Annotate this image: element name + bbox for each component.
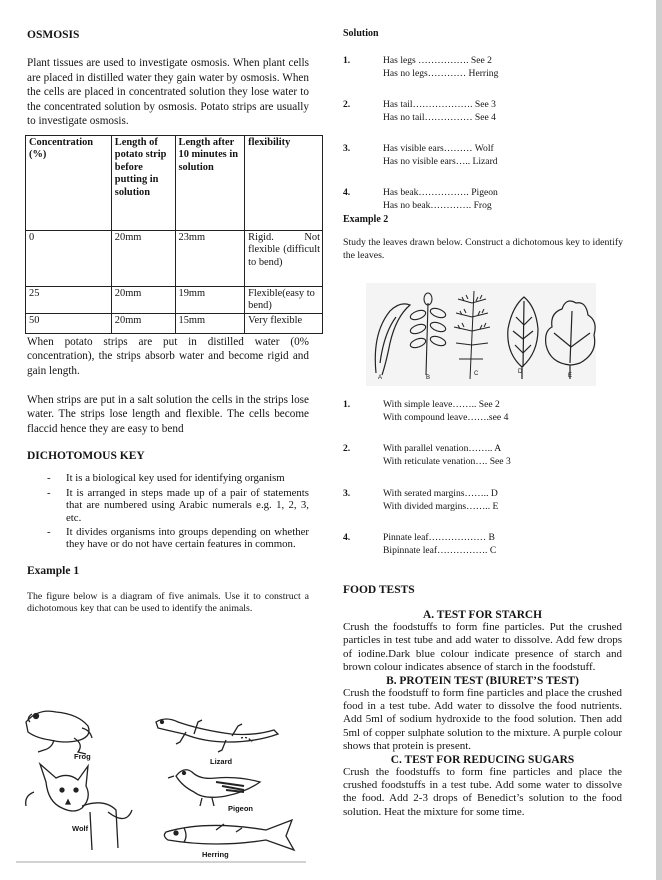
list-item [27, 487, 309, 524]
solution-step [343, 99, 623, 143]
example2-key [343, 399, 623, 562]
dichotomous-heading: DICHOTOMOUS KEY [27, 450, 145, 463]
osmosis-water-paragraph: When potato strips are put in distilled water (0% concentration), the strips absorb water and become rigid and gain length. [27, 335, 309, 377]
step-option-a: Has legs ……………. See 2 [383, 55, 492, 66]
leaf-d-drawing [508, 297, 538, 379]
pigeon-drawing [168, 770, 260, 806]
animal-label: Lizard [210, 757, 233, 766]
table-cell: Flexible(easy to bend) [245, 286, 323, 313]
animal-label: Pigeon [228, 804, 254, 813]
step-number: 4. [343, 532, 351, 543]
animal-label: Herring [202, 850, 229, 859]
food-test-title: B. PROTEIN TEST (BIURET’S TEST) [386, 674, 579, 687]
leaf-b-drawing [409, 293, 447, 375]
food-test-text: Crush the foodstuffs to form fine particles and place the crushed foodstuffs in a test tube. Add some water to dissolve the food. Add 2-3 drops of Benedict’s solution to the food solution. Heat the mixture for some time. [343, 765, 622, 818]
frog-drawing [26, 711, 92, 754]
leaf-label: E [568, 373, 573, 379]
herring-drawing [164, 820, 294, 850]
bullet-dash: - [47, 486, 51, 499]
leaf-c-drawing [454, 291, 490, 379]
step-option-a: Has tail………………. See 3 [383, 99, 496, 110]
step-option-b: With compound leave…….see 4 [383, 412, 509, 423]
list-item [27, 472, 309, 484]
step-option-a: Pinnate leaf……………… B [383, 532, 495, 543]
left-column [27, 28, 320, 616]
table-cell: 20mm [111, 230, 175, 286]
table-header-cell: flexibility [245, 135, 323, 230]
food-tests-heading: FOOD TESTS [343, 584, 415, 596]
example2-text: Study the leaves drawn below. Construct a dichotomous key to identify the leaves. [343, 237, 623, 261]
bullet-dash: - [47, 525, 51, 538]
step-option-a: With serated margins…….. D [383, 488, 498, 499]
table-header-cell: Length of potato strip before putting in solution [111, 135, 175, 230]
table-header-cell: Length after 10 minutes in solution [175, 135, 245, 230]
table-cell: Rigid. Not flexible (difficult to bend) [245, 230, 323, 286]
solution-heading: Solution [343, 28, 379, 39]
table-cell: 0 [26, 230, 112, 286]
step-option-b: With divided margins…….. E [383, 501, 499, 512]
example1-heading: Example 1 [27, 564, 80, 577]
table-cell: 23mm [175, 230, 245, 286]
osmosis-table [25, 135, 323, 334]
leaf-label: A [378, 375, 383, 381]
step-number: 3. [343, 488, 351, 499]
osmosis-salt-paragraph: When strips are put in a salt solution the cells in the strips lose water. The strips lose length and flexible. The cells become flaccid hence they are easy to bend [27, 393, 309, 435]
leaf-a-drawing [375, 304, 410, 375]
leaf-e-drawing [546, 301, 596, 379]
osmosis-heading: OSMOSIS [27, 29, 80, 41]
food-test-title: A. TEST FOR STARCH [423, 609, 542, 621]
key-step [343, 488, 623, 532]
food-tests-section [343, 584, 622, 819]
step-number: 4. [343, 187, 351, 198]
food-test-text: Crush the foodstuff to form fine particles and place the crushed food in a test tube. Add water to dissolve the food nutrients. Add 5ml of sodium hydroxide to the food solution. Then add 5ml of copper sulphate solution to the mixture. A purple colour shows that protein is present. [343, 686, 622, 753]
step-number: 3. [343, 143, 351, 154]
step-option-a: Has visible ears……… Wolf [383, 143, 494, 154]
table-cell: 50 [26, 313, 112, 333]
leaf-label: B [426, 375, 431, 381]
lizard-drawing [156, 719, 278, 752]
wolf-drawing [26, 764, 132, 850]
table-cell: 15mm [175, 313, 245, 333]
animal-label: Frog [74, 752, 91, 761]
step-number: 1. [343, 55, 351, 66]
leaves-drawing [366, 283, 596, 386]
solution-step [343, 55, 623, 99]
step-option-b: Has no legs………… Herring [383, 68, 499, 79]
example2-heading: Example 2 [343, 214, 389, 225]
table-cell: 20mm [111, 313, 175, 333]
page-edge [656, 0, 662, 880]
key-step [343, 443, 623, 488]
example1-text: The figure below is a diagram of five animals. Use it to construct a dichotomous key that can be used to identify the animals. [27, 590, 309, 615]
right-column [343, 28, 623, 262]
step-option-b: Has no tail…………… See 4 [383, 112, 496, 123]
step-option-b: Has no visible ears….. Lizard [383, 156, 498, 167]
leaves-figure [366, 283, 596, 386]
list-item-text: It is arranged in steps made up of a pair of statements that are numbered using Arabic numerals e.g. 1, 2, 3, etc. [66, 486, 309, 524]
table-cell: 19mm [175, 286, 245, 313]
animal-label: Wolf [72, 824, 89, 833]
table-header-row [26, 135, 323, 230]
solution-step [343, 187, 623, 214]
solution-step [343, 143, 623, 187]
leaf-label: C [474, 371, 479, 377]
table-header-cell: Concentration (%) [26, 135, 112, 230]
food-test-text: Crush the foodstuffs to form fine particles. Put the crushed particles in test tube and add water to dissolve. Add few drops of iodine.Dark blue colour indicate presence of starch and brown colour indicates absence of starch in the foodstuff. [343, 621, 622, 674]
step-number: 2. [343, 99, 351, 110]
bullet-dash: - [47, 472, 51, 485]
step-number: 1. [343, 399, 351, 410]
key-step [343, 532, 623, 562]
table-cell: Very flexible [245, 313, 323, 333]
table-cell: 25 [26, 286, 112, 313]
list-item [27, 526, 309, 551]
table-row [26, 313, 323, 333]
step-option-a: With simple leave…….. See 2 [383, 399, 500, 410]
key-step [343, 399, 623, 443]
list-item-text: It is a biological key used for identifying organism [66, 472, 285, 485]
step-option-a: Has beak……………. Pigeon [383, 187, 498, 198]
animals-drawing [16, 700, 306, 865]
step-option-b: Bipinnate leaf……………. C [383, 545, 497, 556]
table-cell: 20mm [111, 286, 175, 313]
step-option-b: Has no beak…………. Frog [383, 200, 492, 211]
osmosis-intro: Plant tissues are used to investigate osmosis. When plant cells are placed in distilled water they gain water by osmosis. When the cells are placed in concentrated solution they lose water to the concentrated solution by osmosis. Potato strips are usually to investigate osmosis. [27, 57, 309, 128]
step-option-a: With parallel venation…….. A [383, 443, 502, 454]
list-item-text: It divides organisms into groups depending on whether they have or do not have certain features in common. [66, 525, 309, 551]
leaf-label: D [518, 369, 523, 375]
dichotomous-list [27, 472, 309, 550]
animals-figure [16, 700, 306, 865]
step-option-b: With reticulate venation…. See 3 [383, 456, 511, 467]
food-test-title: C. TEST FOR REDUCING SUGARS [390, 753, 575, 766]
table-row [26, 286, 323, 313]
table-row [26, 230, 323, 286]
step-number: 2. [343, 443, 351, 454]
